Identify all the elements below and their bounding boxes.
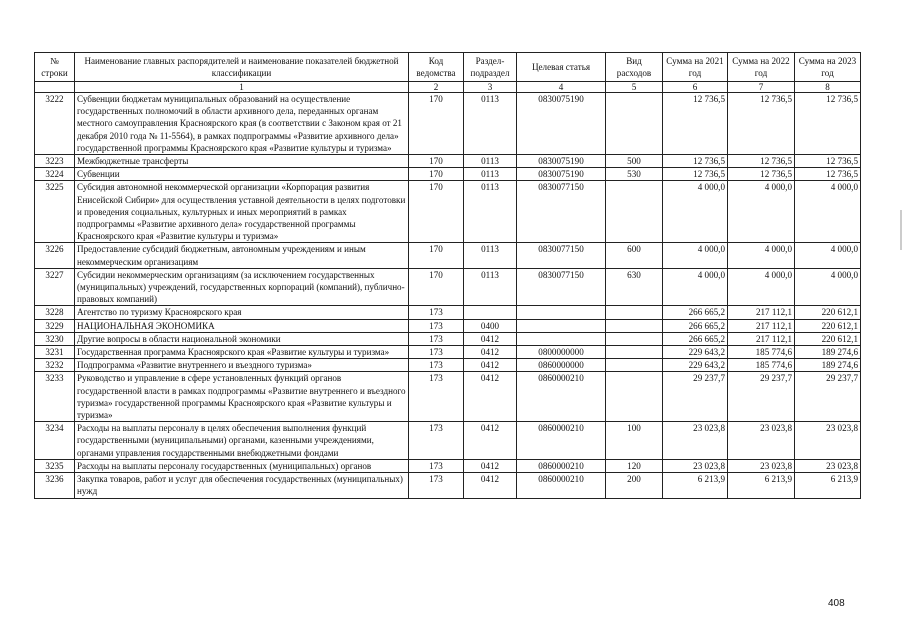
target-article-cell: 0830077150 xyxy=(517,181,606,243)
dept-code-cell: 173 xyxy=(409,346,464,359)
dept-code-cell: 173 xyxy=(409,359,464,372)
sum-2022-cell: 4 000,0 xyxy=(728,268,795,306)
target-article-cell xyxy=(517,319,606,332)
target-article-cell: 0860000210 xyxy=(517,422,606,460)
header-sum-2021: Сумма на 2021 год xyxy=(663,53,728,82)
sum-2023-cell: 23 023,8 xyxy=(795,422,861,460)
expense-type-cell xyxy=(606,319,663,332)
target-article-cell: 0860000210 xyxy=(517,372,606,422)
dept-code-cell: 173 xyxy=(409,473,464,498)
column-index-cell: 5 xyxy=(606,82,663,93)
row-number-cell: 3227 xyxy=(35,268,75,306)
dept-code-cell: 173 xyxy=(409,372,464,422)
row-number-cell: 3236 xyxy=(35,473,75,498)
table-row xyxy=(35,332,861,345)
row-name-cell: Предоставление субсидий бюджетным, автономным учреждениям и иным некоммерческим организациям xyxy=(75,243,409,268)
dept-code-cell: 173 xyxy=(409,459,464,472)
column-index-row xyxy=(35,82,861,93)
scan-edge-mark xyxy=(900,210,902,250)
sum-2023-cell: 4 000,0 xyxy=(795,181,861,243)
section-cell: 0400 xyxy=(464,319,517,332)
row-name-cell: Субсидия автономной некоммерческой организации «Корпорация развития Енисейской Сибири» для осуществления уставной деятельности в целях подготовки и проведения социальных, культурных и иных мероприятий в рамках подпрограммы «Развитие архивного дела» государственной программы Красноярского края «Развитие культуры и туризма» xyxy=(75,181,409,243)
column-index-cell: 8 xyxy=(795,82,861,93)
table-row xyxy=(35,268,861,306)
expense-type-cell xyxy=(606,93,663,155)
column-index-cell: 7 xyxy=(728,82,795,93)
row-number-cell: 3224 xyxy=(35,168,75,181)
row-number-cell: 3228 xyxy=(35,306,75,319)
budget-table xyxy=(34,52,861,499)
column-index-cell: 4 xyxy=(517,82,606,93)
sum-2023-cell: 220 612,1 xyxy=(795,306,861,319)
target-article-cell: 0860000210 xyxy=(517,473,606,498)
header-name: Наименование главных распорядителей и наименование показателей бюджетной классификации xyxy=(75,53,409,82)
expense-type-cell xyxy=(606,359,663,372)
table-header-row xyxy=(35,53,861,82)
dept-code-cell: 173 xyxy=(409,422,464,460)
expense-type-cell: 120 xyxy=(606,459,663,472)
sum-2022-cell: 23 023,8 xyxy=(728,422,795,460)
section-cell: 0113 xyxy=(464,93,517,155)
target-article-cell: 0860000210 xyxy=(517,459,606,472)
section-cell: 0113 xyxy=(464,243,517,268)
dept-code-cell: 170 xyxy=(409,168,464,181)
row-name-cell: Межбюджетные трансферты xyxy=(75,155,409,168)
row-number-cell: 3230 xyxy=(35,332,75,345)
target-article-cell xyxy=(517,306,606,319)
expense-type-cell: 100 xyxy=(606,422,663,460)
section-cell: 0113 xyxy=(464,181,517,243)
table-row xyxy=(35,306,861,319)
sum-2023-cell: 23 023,8 xyxy=(795,459,861,472)
target-article-cell: 0830075190 xyxy=(517,155,606,168)
header-dept-code: Код ведомства xyxy=(409,53,464,82)
target-article-cell: 0830077150 xyxy=(517,243,606,268)
row-name-cell: Субвенции бюджетам муниципальных образований на осуществление государственных полномочий в области архивного дела, переданных органам местного самоуправления Красноярского края (в соответствии с Законом края от 21 декабря 2010 года № 11-5564), в рамках подпрограммы «Развитие архивного дела» государственной программы Красноярского края «Развитие культуры и туризма» xyxy=(75,93,409,155)
section-cell: 0412 xyxy=(464,372,517,422)
sum-2022-cell: 12 736,5 xyxy=(728,168,795,181)
row-name-cell: НАЦИОНАЛЬНАЯ ЭКОНОМИКА xyxy=(75,319,409,332)
sum-2023-cell: 12 736,5 xyxy=(795,168,861,181)
table-row xyxy=(35,359,861,372)
row-name-cell: Руководство и управление в сфере установленных функций органов государственной власти в рамках подпрограммы «Развитие внутреннего и въездного туризма» государственной программы Красноярского края «Развитие культуры и туризма» xyxy=(75,372,409,422)
budget-table-page xyxy=(34,52,860,499)
row-name-cell: Агентство по туризму Красноярского края xyxy=(75,306,409,319)
row-number-cell: 3235 xyxy=(35,459,75,472)
dept-code-cell: 170 xyxy=(409,93,464,155)
sum-2023-cell: 220 612,1 xyxy=(795,332,861,345)
header-target: Целевая статья xyxy=(517,53,606,82)
dept-code-cell: 170 xyxy=(409,243,464,268)
sum-2022-cell: 217 112,1 xyxy=(728,332,795,345)
expense-type-cell: 500 xyxy=(606,155,663,168)
sum-2022-cell: 23 023,8 xyxy=(728,459,795,472)
row-number-cell: 3232 xyxy=(35,359,75,372)
row-number-cell: 3226 xyxy=(35,243,75,268)
expense-type-cell xyxy=(606,372,663,422)
row-number-cell: 3234 xyxy=(35,422,75,460)
expense-type-cell xyxy=(606,346,663,359)
sum-2023-cell: 29 237,7 xyxy=(795,372,861,422)
sum-2023-cell: 220 612,1 xyxy=(795,319,861,332)
column-index-cell: 3 xyxy=(464,82,517,93)
sum-2022-cell: 4 000,0 xyxy=(728,181,795,243)
row-number-cell: 3229 xyxy=(35,319,75,332)
table-row xyxy=(35,155,861,168)
expense-type-cell: 530 xyxy=(606,168,663,181)
target-article-cell: 0800000000 xyxy=(517,346,606,359)
target-article-cell: 0830075190 xyxy=(517,168,606,181)
row-number-cell: 3233 xyxy=(35,372,75,422)
row-name-cell: Государственная программа Красноярского края «Развитие культуры и туризма» xyxy=(75,346,409,359)
row-name-cell: Подпрограмма «Развитие внутреннего и въездного туризма» xyxy=(75,359,409,372)
header-sum-2023: Сумма на 2023 год xyxy=(795,53,861,82)
section-cell: 0113 xyxy=(464,268,517,306)
table-row xyxy=(35,168,861,181)
column-index-cell: 6 xyxy=(663,82,728,93)
sum-2021-cell: 23 023,8 xyxy=(663,459,728,472)
sum-2021-cell: 4 000,0 xyxy=(663,181,728,243)
sum-2021-cell: 266 665,2 xyxy=(663,332,728,345)
sum-2021-cell: 6 213,9 xyxy=(663,473,728,498)
expense-type-cell: 600 xyxy=(606,243,663,268)
header-row-no: № строки xyxy=(35,53,75,82)
sum-2022-cell: 217 112,1 xyxy=(728,319,795,332)
header-section: Раздел-подраздел xyxy=(464,53,517,82)
table-body xyxy=(35,93,861,499)
sum-2023-cell: 4 000,0 xyxy=(795,268,861,306)
header-sum-2022: Сумма на 2022 год xyxy=(728,53,795,82)
sum-2022-cell: 12 736,5 xyxy=(728,155,795,168)
expense-type-cell xyxy=(606,306,663,319)
target-article-cell: 0830077150 xyxy=(517,268,606,306)
sum-2022-cell: 4 000,0 xyxy=(728,243,795,268)
section-cell: 0412 xyxy=(464,422,517,460)
section-cell xyxy=(464,306,517,319)
section-cell: 0412 xyxy=(464,346,517,359)
sum-2021-cell: 266 665,2 xyxy=(663,306,728,319)
row-number-cell: 3225 xyxy=(35,181,75,243)
section-cell: 0412 xyxy=(464,459,517,472)
column-index-cell: 1 xyxy=(75,82,409,93)
row-name-cell: Расходы на выплаты персоналу в целях обеспечения выполнения функций государственными (муниципальными) органами, казенными учреждениями, органами управления государственными внебюджетными фондами xyxy=(75,422,409,460)
sum-2023-cell: 4 000,0 xyxy=(795,243,861,268)
row-name-cell: Закупка товаров, работ и услуг для обеспечения государственных (муниципальных) нужд xyxy=(75,473,409,498)
table-row xyxy=(35,319,861,332)
section-cell: 0412 xyxy=(464,473,517,498)
row-number-cell: 3222 xyxy=(35,93,75,155)
page-number: 408 xyxy=(828,598,845,609)
row-name-cell: Субсидии некоммерческим организациям (за исключением государственных (муниципальных) учреждений, государственных корпораций (компаний), публично-правовых компаний) xyxy=(75,268,409,306)
section-cell: 0113 xyxy=(464,168,517,181)
target-article-cell xyxy=(517,332,606,345)
section-cell: 0412 xyxy=(464,332,517,345)
dept-code-cell: 170 xyxy=(409,155,464,168)
expense-type-cell: 630 xyxy=(606,268,663,306)
dept-code-cell: 170 xyxy=(409,268,464,306)
sum-2022-cell: 6 213,9 xyxy=(728,473,795,498)
sum-2022-cell: 185 774,6 xyxy=(728,359,795,372)
sum-2022-cell: 29 237,7 xyxy=(728,372,795,422)
sum-2021-cell: 229 643,2 xyxy=(663,359,728,372)
section-cell: 0412 xyxy=(464,359,517,372)
dept-code-cell: 173 xyxy=(409,319,464,332)
table-row xyxy=(35,93,861,155)
sum-2021-cell: 266 665,2 xyxy=(663,319,728,332)
sum-2021-cell: 23 023,8 xyxy=(663,422,728,460)
expense-type-cell xyxy=(606,332,663,345)
sum-2021-cell: 4 000,0 xyxy=(663,268,728,306)
sum-2022-cell: 185 774,6 xyxy=(728,346,795,359)
sum-2021-cell: 12 736,5 xyxy=(663,155,728,168)
sum-2023-cell: 189 274,6 xyxy=(795,346,861,359)
table-row xyxy=(35,372,861,422)
target-article-cell: 0860000000 xyxy=(517,359,606,372)
column-index-cell: 2 xyxy=(409,82,464,93)
sum-2023-cell: 12 736,5 xyxy=(795,93,861,155)
table-row xyxy=(35,181,861,243)
dept-code-cell: 170 xyxy=(409,181,464,243)
dept-code-cell: 173 xyxy=(409,332,464,345)
table-row xyxy=(35,459,861,472)
sum-2022-cell: 12 736,5 xyxy=(728,93,795,155)
sum-2021-cell: 229 643,2 xyxy=(663,346,728,359)
sum-2021-cell: 29 237,7 xyxy=(663,372,728,422)
target-article-cell: 0830075190 xyxy=(517,93,606,155)
sum-2023-cell: 189 274,6 xyxy=(795,359,861,372)
header-expense-type: Вид расходов xyxy=(606,53,663,82)
row-name-cell: Субвенции xyxy=(75,168,409,181)
table-row xyxy=(35,473,861,498)
table-row xyxy=(35,243,861,268)
section-cell: 0113 xyxy=(464,155,517,168)
expense-type-cell xyxy=(606,181,663,243)
table-row xyxy=(35,422,861,460)
row-name-cell: Расходы на выплаты персоналу государственных (муниципальных) органов xyxy=(75,459,409,472)
sum-2023-cell: 12 736,5 xyxy=(795,155,861,168)
sum-2023-cell: 6 213,9 xyxy=(795,473,861,498)
sum-2021-cell: 4 000,0 xyxy=(663,243,728,268)
table-row xyxy=(35,346,861,359)
dept-code-cell: 173 xyxy=(409,306,464,319)
sum-2021-cell: 12 736,5 xyxy=(663,93,728,155)
expense-type-cell: 200 xyxy=(606,473,663,498)
column-index-cell xyxy=(35,82,75,93)
row-name-cell: Другие вопросы в области национальной экономики xyxy=(75,332,409,345)
sum-2022-cell: 217 112,1 xyxy=(728,306,795,319)
row-number-cell: 3231 xyxy=(35,346,75,359)
row-number-cell: 3223 xyxy=(35,155,75,168)
sum-2021-cell: 12 736,5 xyxy=(663,168,728,181)
